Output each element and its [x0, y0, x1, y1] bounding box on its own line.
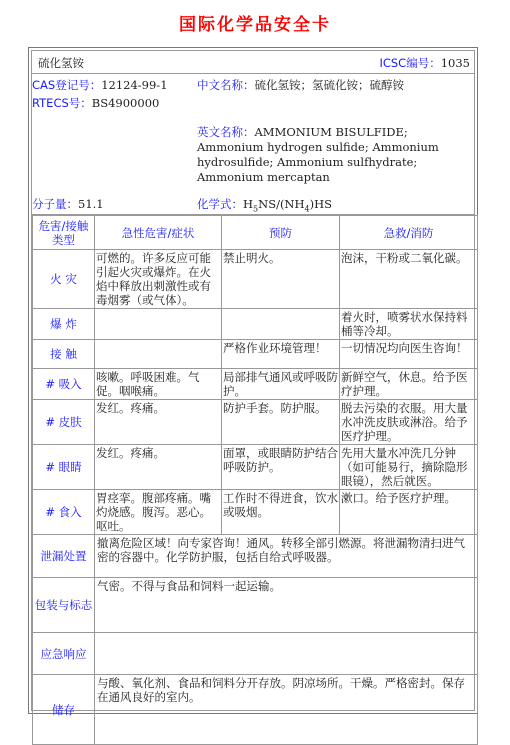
- cn-name-field: [197, 77, 404, 93]
- formula-label: 化学式：: [197, 197, 243, 211]
- cas-number: 12124-99-1: [101, 78, 168, 92]
- formula-value: $H_5NS/(NH_4)HS$: [243, 197, 333, 214]
- row-type: # 吸入: [33, 369, 95, 400]
- storage-label: 储存: [33, 675, 95, 745]
- emergency-label: 应急响应: [33, 633, 95, 675]
- cas-label: CAS登记号：: [32, 78, 102, 92]
- row-prevention: [222, 309, 340, 340]
- row-prevention: 禁止明火。: [222, 250, 340, 309]
- row-first-aid: 泡沫，干粉或二氧化碳。: [340, 250, 478, 309]
- rtecs-number: BS4900000: [91, 96, 160, 110]
- row-hazard: 胃痉挛。腹部疼痛。嘴灼烧感。腹泻。恶心。呕吐。: [95, 490, 222, 535]
- table-row: [33, 490, 478, 535]
- cn-name-label: 中文名称：: [197, 78, 255, 92]
- formula-field: [197, 196, 332, 213]
- table-row: [33, 340, 478, 369]
- row-hazard: [95, 309, 222, 340]
- en-name-label: 英文名称：: [197, 125, 255, 139]
- packaging-text: 气密。不得与食品和饲料一起运输。: [95, 578, 478, 633]
- header-type: 危害/接触类型: [33, 216, 95, 250]
- rtecs-field: [32, 95, 159, 111]
- row-hazard: 咳嗽。呼吸困难。气促。咽喉痛。: [95, 369, 222, 400]
- row-hazard: [95, 340, 222, 369]
- row-prevention: 防护手套。防护服。: [222, 400, 340, 445]
- icsc-field: [379, 55, 470, 71]
- spill-text: 撤离危险区域！向专家咨询！通风。转移全部引燃源。将泄漏物清扫进气密的容器中。化学防护服，包括自给式呼吸器。: [95, 535, 478, 578]
- rtecs-label: RTECS号：: [32, 96, 92, 110]
- header-first-aid: 急救/消防: [340, 216, 478, 250]
- cas-field: [32, 77, 168, 93]
- icsc-label: ICSC编号：: [379, 56, 441, 70]
- info-block: [32, 74, 474, 215]
- spill-row: [33, 535, 478, 578]
- emergency-text: [95, 633, 478, 675]
- header-prevention: 预防: [222, 216, 340, 250]
- row-type: 接 触: [33, 340, 95, 369]
- row-first-aid: 先用大量水冲洗几分钟（如可能易行，摘除隐形眼镜），然后就医。: [340, 445, 478, 490]
- table-row: [33, 250, 478, 309]
- storage-text: 与酸、氧化剂、食品和饲料分开存放。阴凉场所。干燥。严格密封。保存在通风良好的室内。: [95, 675, 478, 745]
- row-type: 爆 炸: [33, 309, 95, 340]
- row-type: # 眼睛: [33, 445, 95, 490]
- row-prevention: 严格作业环境管理！: [222, 340, 340, 369]
- header-hazard: 急性危害/症状: [95, 216, 222, 250]
- row-first-aid: 漱口。给予医疗护理。: [340, 490, 478, 535]
- row-first-aid: 一切情况均向医生咨询！: [340, 340, 478, 369]
- packaging-row: [33, 578, 478, 633]
- en-name-value: AMMONIUM BISULFIDE; Ammonium hydrogen sulfide; Ammonium hydrosulfide; Ammonium sulfhydrate; Ammonium mercaptan: [197, 125, 439, 184]
- en-name-field: [197, 125, 467, 185]
- row-hazard: 发红。疼痛。: [95, 445, 222, 490]
- row-prevention: 面罩，或眼睛防护结合呼吸防护。: [222, 445, 340, 490]
- spill-label: 泄漏处置: [33, 535, 95, 578]
- mw-label: 分子量：: [32, 197, 78, 211]
- card-inner: [31, 50, 475, 717]
- safety-card: [28, 47, 478, 717]
- row-prevention: 局部排气通风或呼吸防护。: [223, 370, 338, 398]
- row-type: # 皮肤: [33, 400, 95, 445]
- storage-row: [33, 675, 478, 745]
- row-prevention: 工作时不得进食，饮水或吸烟。: [222, 490, 340, 535]
- emergency-row: [33, 633, 478, 675]
- table-row: [33, 400, 478, 445]
- name-row: [32, 51, 474, 74]
- page-title: 国际化学品安全卡: [179, 15, 331, 35]
- row-first-aid: 脱去污染的衣服。用大量水冲洗皮肤或淋浴。给予医疗护理。: [340, 400, 478, 445]
- table-row: [33, 445, 478, 490]
- hazard-table: [32, 215, 478, 745]
- table-header-row: [33, 216, 478, 250]
- table-row: [33, 309, 478, 340]
- packaging-label: 包装与标志: [33, 578, 95, 633]
- cn-name-value: 硫化氢铵；氢硫化铵；硫醇铵: [254, 78, 404, 92]
- row-type: 火 灾: [33, 250, 95, 309]
- table-row: [33, 369, 478, 400]
- icsc-number: 1035: [440, 56, 470, 70]
- chemical-name: 硫化氢铵: [38, 56, 84, 70]
- row-first-aid: 新鲜空气，休息。给予医疗护理。: [340, 369, 478, 400]
- row-hazard: 发红。疼痛。: [95, 400, 222, 445]
- mw-value: 51.1: [78, 197, 104, 211]
- row-first-aid: 着火时，喷雾状水保持料桶等冷却。: [340, 309, 478, 340]
- mw-field: [32, 196, 104, 212]
- row-hazard: 可燃的。许多反应可能引起火灾或爆炸。在火焰中释放出刺激性或有毒烟雾（或气体）。: [95, 250, 222, 309]
- row-type: # 食入: [33, 490, 95, 535]
